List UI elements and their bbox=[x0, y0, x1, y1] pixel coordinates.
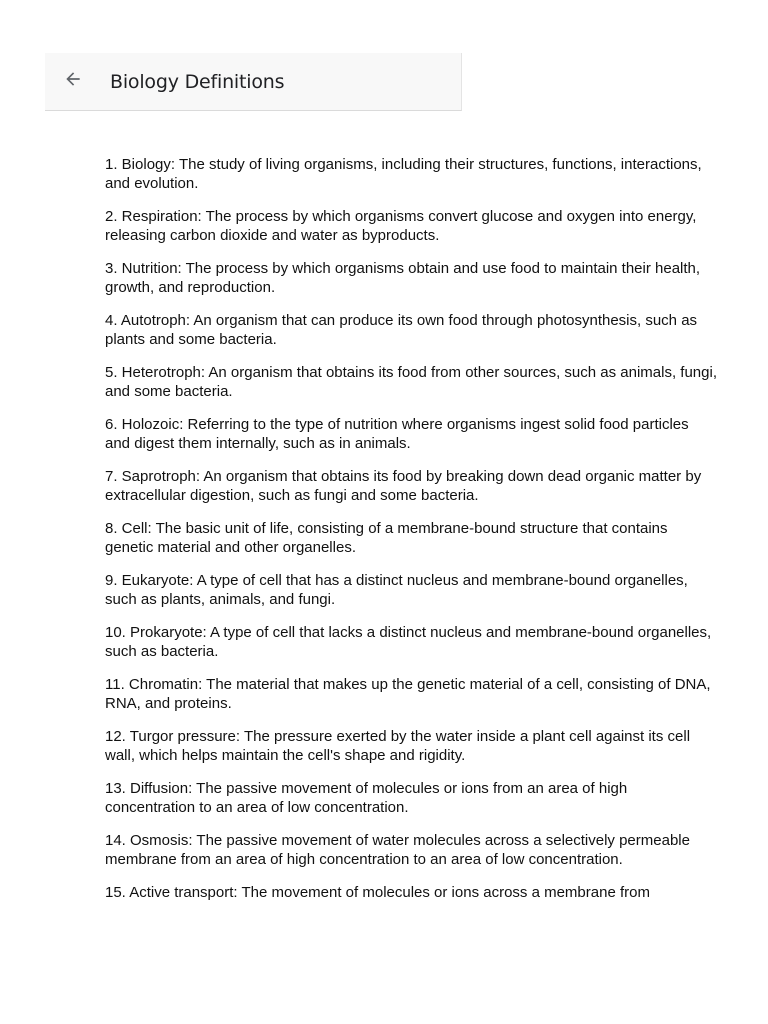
definition-item: 15. Active transport: The movement of molecules or ions across a membrane from bbox=[105, 884, 650, 901]
definition-item: 4. Autotroph: An organism that can produce its own food through photosynthesis, such as plants and some bacteria. bbox=[105, 312, 698, 348]
definition-item: 8. Cell: The basic unit of life, consisting of a membrane-bound structure that contains genetic material and other organelles. bbox=[105, 520, 668, 556]
definition-item: 5. Heterotroph: An organism that obtains its food from other sources, such as animals, fungi, and some bacteria. bbox=[105, 364, 717, 400]
definition-item: 14. Osmosis: The passive movement of water molecules across a selectively permeable membrane from an area of high concentration to an area of low concentration. bbox=[105, 832, 690, 868]
arrow-left-icon bbox=[63, 69, 83, 94]
definition-item: 6. Holozoic: Referring to the type of nutrition where organisms ingest solid food particles and digest them internally, such as in animals. bbox=[105, 416, 689, 452]
definition-item: 7. Saprotroph: An organism that obtains its food by breaking down dead organic matter by extracellular digestion, such as fungi and some bacteria. bbox=[105, 468, 702, 504]
back-button[interactable] bbox=[59, 68, 87, 96]
definition-item: 1. Biology: The study of living organisms, including their structures, functions, interactions, and evolution. bbox=[105, 156, 702, 192]
definitions-list bbox=[105, 156, 717, 918]
app-header bbox=[45, 53, 462, 111]
page-title: Biology Definitions bbox=[110, 70, 285, 93]
definition-item: 10. Prokaryote: A type of cell that lacks a distinct nucleus and membrane-bound organelles, such as bacteria. bbox=[105, 624, 712, 660]
definition-item: 2. Respiration: The process by which organisms convert glucose and oxygen into energy, releasing carbon dioxide and water as byproducts. bbox=[105, 208, 697, 244]
definition-item: 12. Turgor pressure: The pressure exerted by the water inside a plant cell against its cell wall, which helps maintain the cell's shape and rigidity. bbox=[105, 728, 691, 764]
definition-item: 13. Diffusion: The passive movement of molecules or ions from an area of high concentration to an area of low concentration. bbox=[105, 780, 628, 816]
definition-item: 11. Chromatin: The material that makes up the genetic material of a cell, consisting of DNA, RNA, and proteins. bbox=[105, 676, 711, 712]
definition-item: 3. Nutrition: The process by which organisms obtain and use food to maintain their health, growth, and reproduction. bbox=[105, 260, 701, 296]
definition-item: 9. Eukaryote: A type of cell that has a distinct nucleus and membrane-bound organelles, such as plants, animals, and fungi. bbox=[105, 572, 688, 608]
